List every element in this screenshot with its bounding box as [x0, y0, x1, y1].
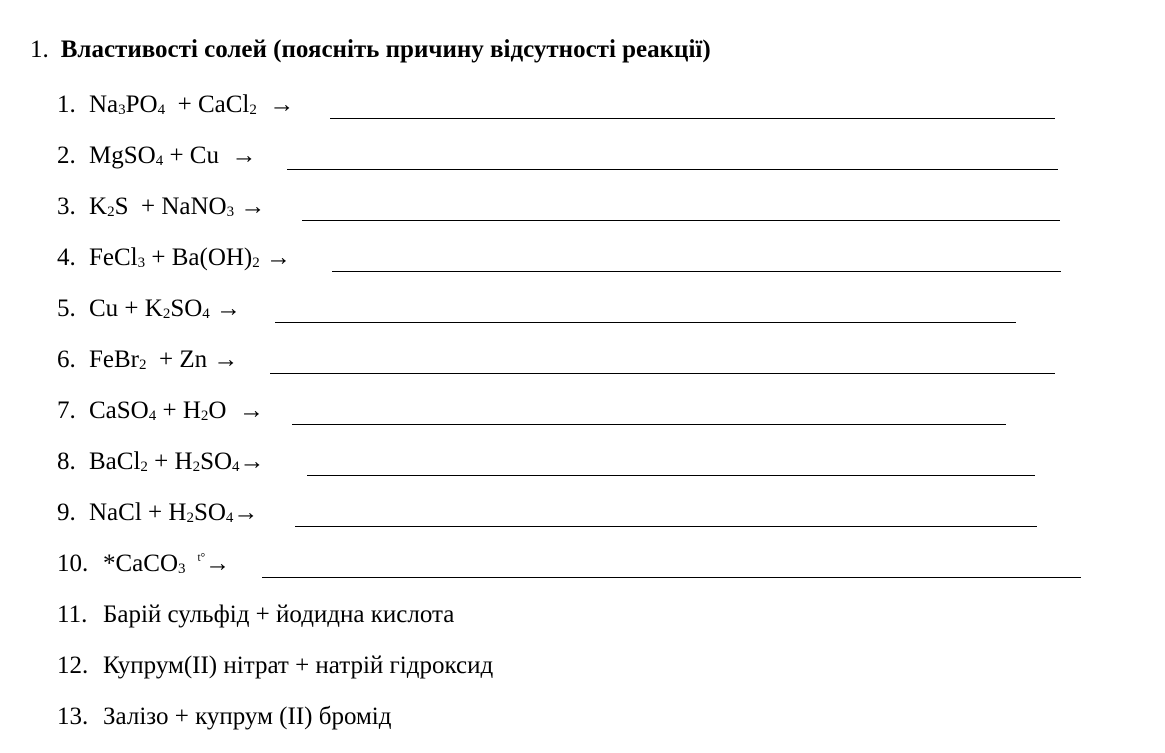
- formula-text: →: [209, 295, 242, 322]
- formula-text: S + NaNO: [114, 193, 227, 220]
- subscript: 2: [249, 102, 257, 118]
- formula-text: + Cu →: [163, 142, 257, 169]
- formula-text: Залізо + купрум (II) бромід: [103, 703, 392, 730]
- task-text: [89, 448, 265, 475]
- task-text: [103, 550, 230, 577]
- answer-line[interactable]: [270, 373, 1055, 374]
- answer-line[interactable]: [307, 475, 1035, 476]
- answer-line[interactable]: [292, 424, 1006, 425]
- subscript: 4: [232, 459, 240, 475]
- task-text: [89, 142, 256, 169]
- task-text: [103, 652, 493, 679]
- subscript: 2: [107, 204, 115, 220]
- task-number: 2.: [57, 142, 76, 169]
- task-text: [89, 499, 258, 526]
- task-text: [89, 244, 291, 271]
- formula-text: NaCl + H: [89, 499, 187, 526]
- answer-line[interactable]: [262, 577, 1081, 578]
- section-title: Властивості солей (поясніть причину відсутності реакції): [60, 36, 711, 63]
- formula-text: *CaCO: [103, 550, 178, 577]
- formula-text: →: [205, 550, 231, 577]
- task-number: 7.: [57, 397, 76, 424]
- task-number: 5.: [57, 295, 76, 322]
- task-item: [57, 345, 238, 375]
- formula-text: + CaCl: [165, 91, 250, 118]
- task-item: [57, 498, 258, 528]
- formula-text: SO: [193, 499, 226, 526]
- task-text: [89, 295, 241, 322]
- subscript: 3: [137, 255, 146, 271]
- task-text: [89, 397, 264, 424]
- formula-text: →: [233, 499, 259, 526]
- task-item: [57, 600, 454, 630]
- subscript: 4: [202, 306, 210, 322]
- task-text: [89, 193, 265, 220]
- task-number: 12.: [57, 652, 89, 679]
- task-number: 10.: [57, 550, 89, 577]
- subscript: 4: [225, 510, 234, 526]
- task-item: [57, 141, 256, 171]
- formula-text: FeBr: [89, 346, 139, 373]
- task-item: [57, 396, 264, 426]
- task-item: [57, 447, 265, 477]
- formula-text: MgSO: [89, 142, 156, 169]
- temperature-mark: t°: [197, 552, 206, 564]
- formula-text: SO: [200, 448, 233, 475]
- formula-text: Барій сульфід + йодидна кислота: [103, 601, 455, 628]
- task-number: 11.: [57, 601, 88, 628]
- task-number: 6.: [57, 346, 76, 373]
- subscript: 2: [140, 459, 148, 475]
- formula-text: SO: [170, 295, 203, 322]
- answer-line[interactable]: [302, 220, 1060, 221]
- subscript: 2: [186, 510, 194, 526]
- subscript: 3: [226, 204, 235, 220]
- task-number: 1.: [57, 91, 76, 118]
- subscript: 4: [148, 408, 157, 424]
- formula-text: Cu + K: [89, 295, 163, 322]
- subscript: 4: [157, 102, 166, 118]
- task-number: 13.: [57, 703, 89, 730]
- formula-text: →: [234, 193, 266, 220]
- task-item: [57, 294, 241, 324]
- task-number: 8.: [57, 448, 76, 475]
- task-number: 3.: [57, 193, 76, 220]
- task-text: [89, 346, 238, 373]
- task-text: [89, 91, 294, 118]
- formula-text: CaSO: [89, 397, 149, 424]
- formula-text: PO: [125, 91, 158, 118]
- section-heading: [30, 36, 711, 64]
- formula-text: + Zn →: [146, 346, 239, 373]
- subscript: 2: [252, 255, 260, 271]
- task-text: [103, 703, 391, 730]
- formula-text: Na: [89, 91, 119, 118]
- subscript: 4: [155, 153, 164, 169]
- subscript: 3: [178, 561, 186, 577]
- formula-text: + H: [156, 397, 201, 424]
- formula-text: O →: [208, 397, 264, 424]
- task-text: [103, 601, 454, 628]
- subscript: 2: [162, 306, 171, 322]
- formula-text: Купрум(II) нітрат + натрій гідроксид: [103, 652, 494, 679]
- subscript: 2: [139, 357, 147, 373]
- formula-text: BaCl: [89, 448, 141, 475]
- formula-text: →: [256, 91, 295, 118]
- answer-line[interactable]: [275, 322, 1016, 323]
- answer-line[interactable]: [287, 169, 1058, 170]
- subscript: 2: [192, 459, 201, 475]
- formula-text: K: [89, 193, 108, 220]
- formula-text: →: [239, 448, 265, 475]
- formula-text: →: [259, 244, 292, 271]
- task-number: 9.: [57, 499, 76, 526]
- task-item: [57, 192, 265, 222]
- formula-text: + H: [147, 448, 193, 475]
- task-item: [57, 243, 291, 273]
- task-number: 4.: [57, 244, 76, 271]
- formula-text: FeCl: [89, 244, 138, 271]
- task-item: [57, 549, 230, 579]
- answer-line[interactable]: [332, 271, 1061, 272]
- task-item: [57, 90, 294, 120]
- formula-text: + Ba(OH): [145, 244, 253, 271]
- subscript: 2: [200, 408, 209, 424]
- section-number: 1.: [30, 36, 49, 63]
- task-item: [57, 651, 493, 681]
- answer-line[interactable]: [295, 526, 1037, 527]
- subscript: 3: [118, 102, 126, 118]
- answer-line[interactable]: [330, 118, 1055, 119]
- task-item: [57, 702, 391, 732]
